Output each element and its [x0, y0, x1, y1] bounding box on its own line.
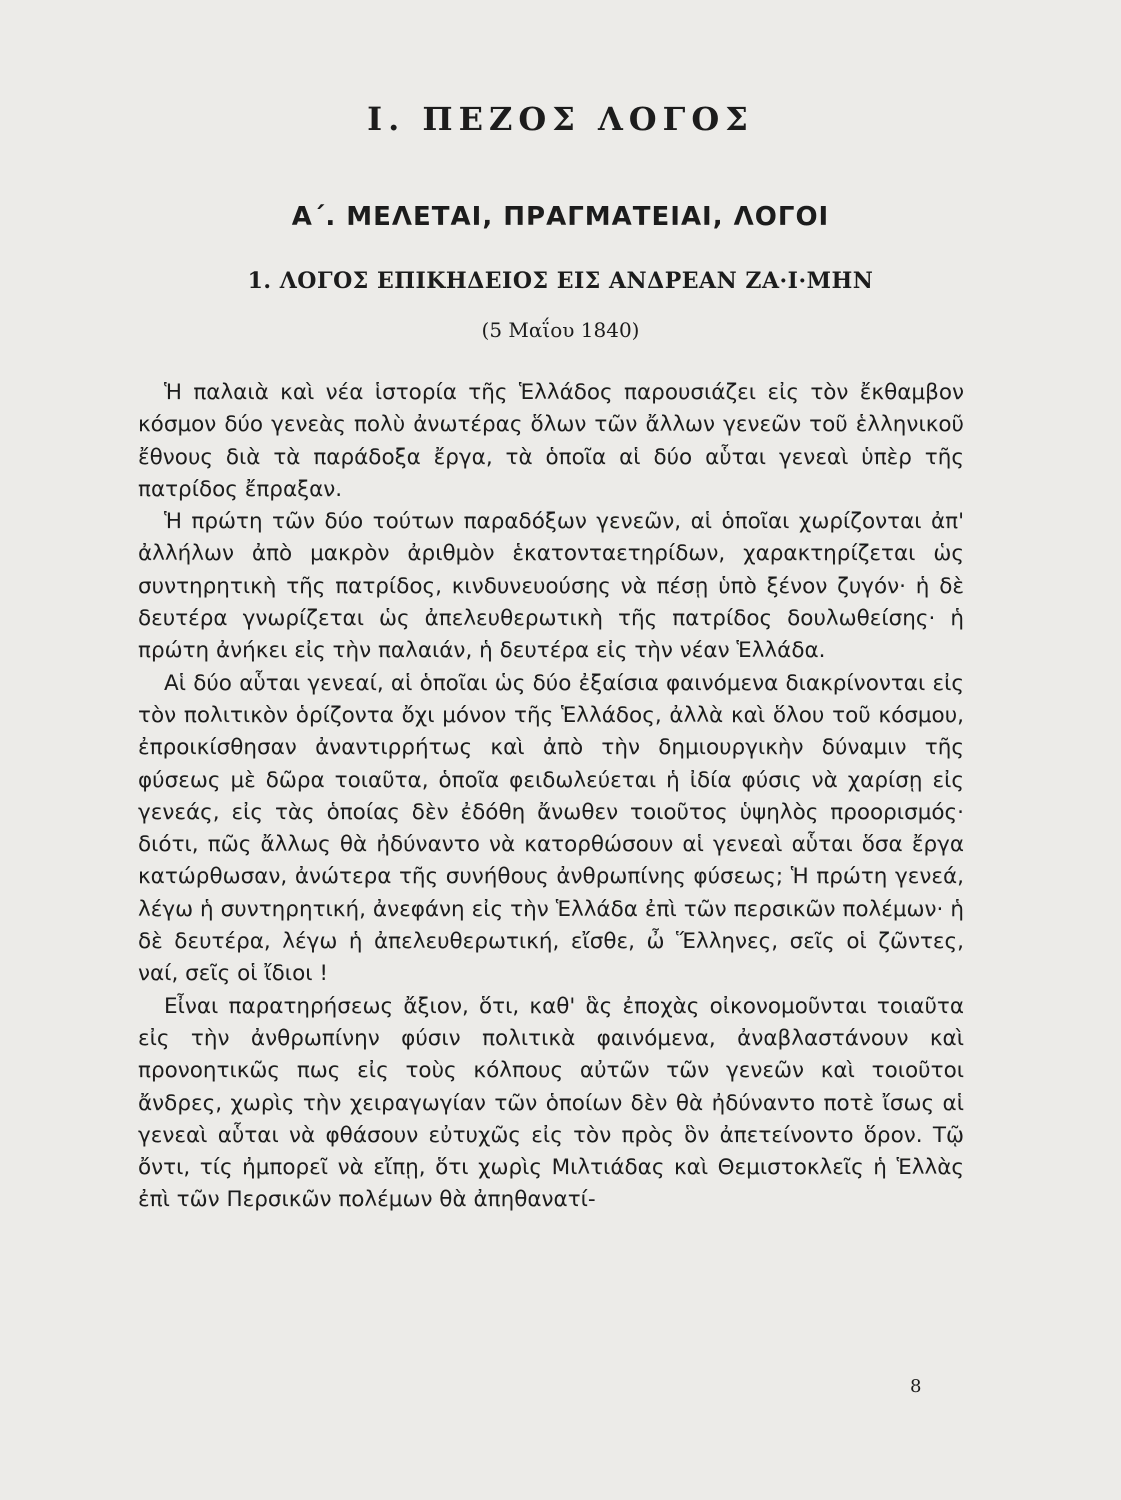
paragraph: Αἱ δύο αὗται γενεαί, αἱ ὁποῖαι ὡς δύο ἐξαίσια φαινόμενα διακρίνονται εἰς τὸν πολιτικὸν ὁρίζοντα ὄχι μόνον τῆς Ἑλλάδος, ἀλλὰ καὶ ὅλου τοῦ κόσμου, ἐπροικίσθησαν ἀναντιρρήτως καὶ ἀπὸ τὴν δημιουργικὴν δύναμιν τῆς φύσεως μὲ δῶρα τοιαῦτα, ὁποῖα φειδωλεύεται ἡ ἰδία φύσις νὰ χαρίσῃ εἰς γενεάς, εἰς τὰς ὁποίας δὲν ἐδόθη ἄνωθεν τοιοῦτος ὑψηλὸς προορισμός· διότι, πῶς ἄλλως θὰ ἠδύναντο νὰ κατορθώσουν αἱ γενεαὶ αὗται ὅσα ἔργα κατώρθωσαν, ἀνώτερα τῆς συνήθους ἀνθρωπίνης φύσεως; Ἡ πρώτη γενεά, λέγω ἡ συντηρητική, ἀνεφάνη εἰς τὴν Ἑλλάδα ἐπὶ τῶν περσικῶν πολέμων· ἡ δὲ δευτέρα, λέγω ἡ ἀπελευθερωτική, εἴσθε, ὦ Ἕλληνες, σεῖς οἱ ζῶντες, ναί, σεῖς οἱ ἴδιοι ! [138, 670, 964, 987]
essay-body [138, 377, 964, 1217]
section-title: Α΄. ΜΕΛΕΤΑΙ, ΠΡΑΓΜΑΤΕΙΑΙ, ΛΟΓΟΙ [291, 202, 830, 232]
paragraph: Ἡ παλαιὰ καὶ νέα ἱστορία τῆς Ἑλλάδος παρουσιάζει εἰς τὸν ἔκθαμβον κόσμον δύο γενεὰς πολὺ ἀνωτέρας ὅλων τῶν ἄλλων γενεῶν τοῦ ἑλληνικοῦ ἔθνους διὰ τὰ παράδοξα ἔργα, τὰ ὁποῖα αἱ δύο αὗται γενεαὶ ὑπὲρ τῆς πατρίδος ἔπραξαν. [138, 380, 964, 502]
paragraph: Εἶναι παρατηρήσεως ἄξιον, ὅτι, καθ' ἃς ἐποχὰς οἰκονομοῦνται τοιαῦτα εἰς τὴν ἀνθρωπίνην φύσιν πολιτικὰ φαινόμενα, ἀναβλαστάνουν καὶ προνοητικῶς πως εἰς τοὺς κόλπους αὐτῶν τῶν γενεῶν καὶ τοιοῦτοι ἄνδρες, χωρὶς τὴν χειραγωγίαν τῶν ὁποίων δὲν θὰ ἠδύναντο ποτὲ ἴσως αἱ γενεαὶ αὗται νὰ φθάσουν εὐτυχῶς εἰς τὸν πρὸς ὃν ἀπετείνοντο ὅρον. Τῷ ὄντι, τίς ἠμπορεῖ νὰ εἴπῃ, ὅτι χωρὶς Μιλτιάδας καὶ Θεμιστοκλεῖς ἡ Ἑλλὰς ἐπὶ τῶν Περσικῶν πολέμων θὰ ἀπηθανατί- [138, 993, 964, 1213]
essay-date: (5 Μαΐου 1840) [481, 318, 640, 342]
part-title: Ι. ΠΕΖΟΣ ΛΟΓΟΣ [367, 100, 754, 138]
essay-title: 1. ΛΟΓΟΣ ΕΠΙΚΗΔΕΙΟΣ ΕΙΣ ΑΝΔΡΕΑΝ ΖΑ·Ι·ΜΗΝ [247, 268, 874, 294]
paragraph: Ἡ πρώτη τῶν δύο τούτων παραδόξων γενεῶν, αἱ ὁποῖαι χωρίζονται ἀπ' ἀλλήλων ἀπὸ μακρὸν ἀριθμὸν ἑκατονταετηρίδων, χαρακτηρίζεται ὡς συντηρητικὴ τῆς πατρίδος, κινδυνευούσης νὰ πέσῃ ὑπὸ ξένον ζυγόν· ἡ δὲ δευτέρα γνωρίζεται ὡς ἀπελευθερωτικὴ τῆς πατρίδος δουλωθείσης· ἡ πρώτη ἀνήκει εἰς τὴν παλαιάν, ἡ δευτέρα εἰς τὴν νέαν Ἑλλάδα. [138, 509, 964, 664]
page-number: 8 [910, 1376, 922, 1397]
